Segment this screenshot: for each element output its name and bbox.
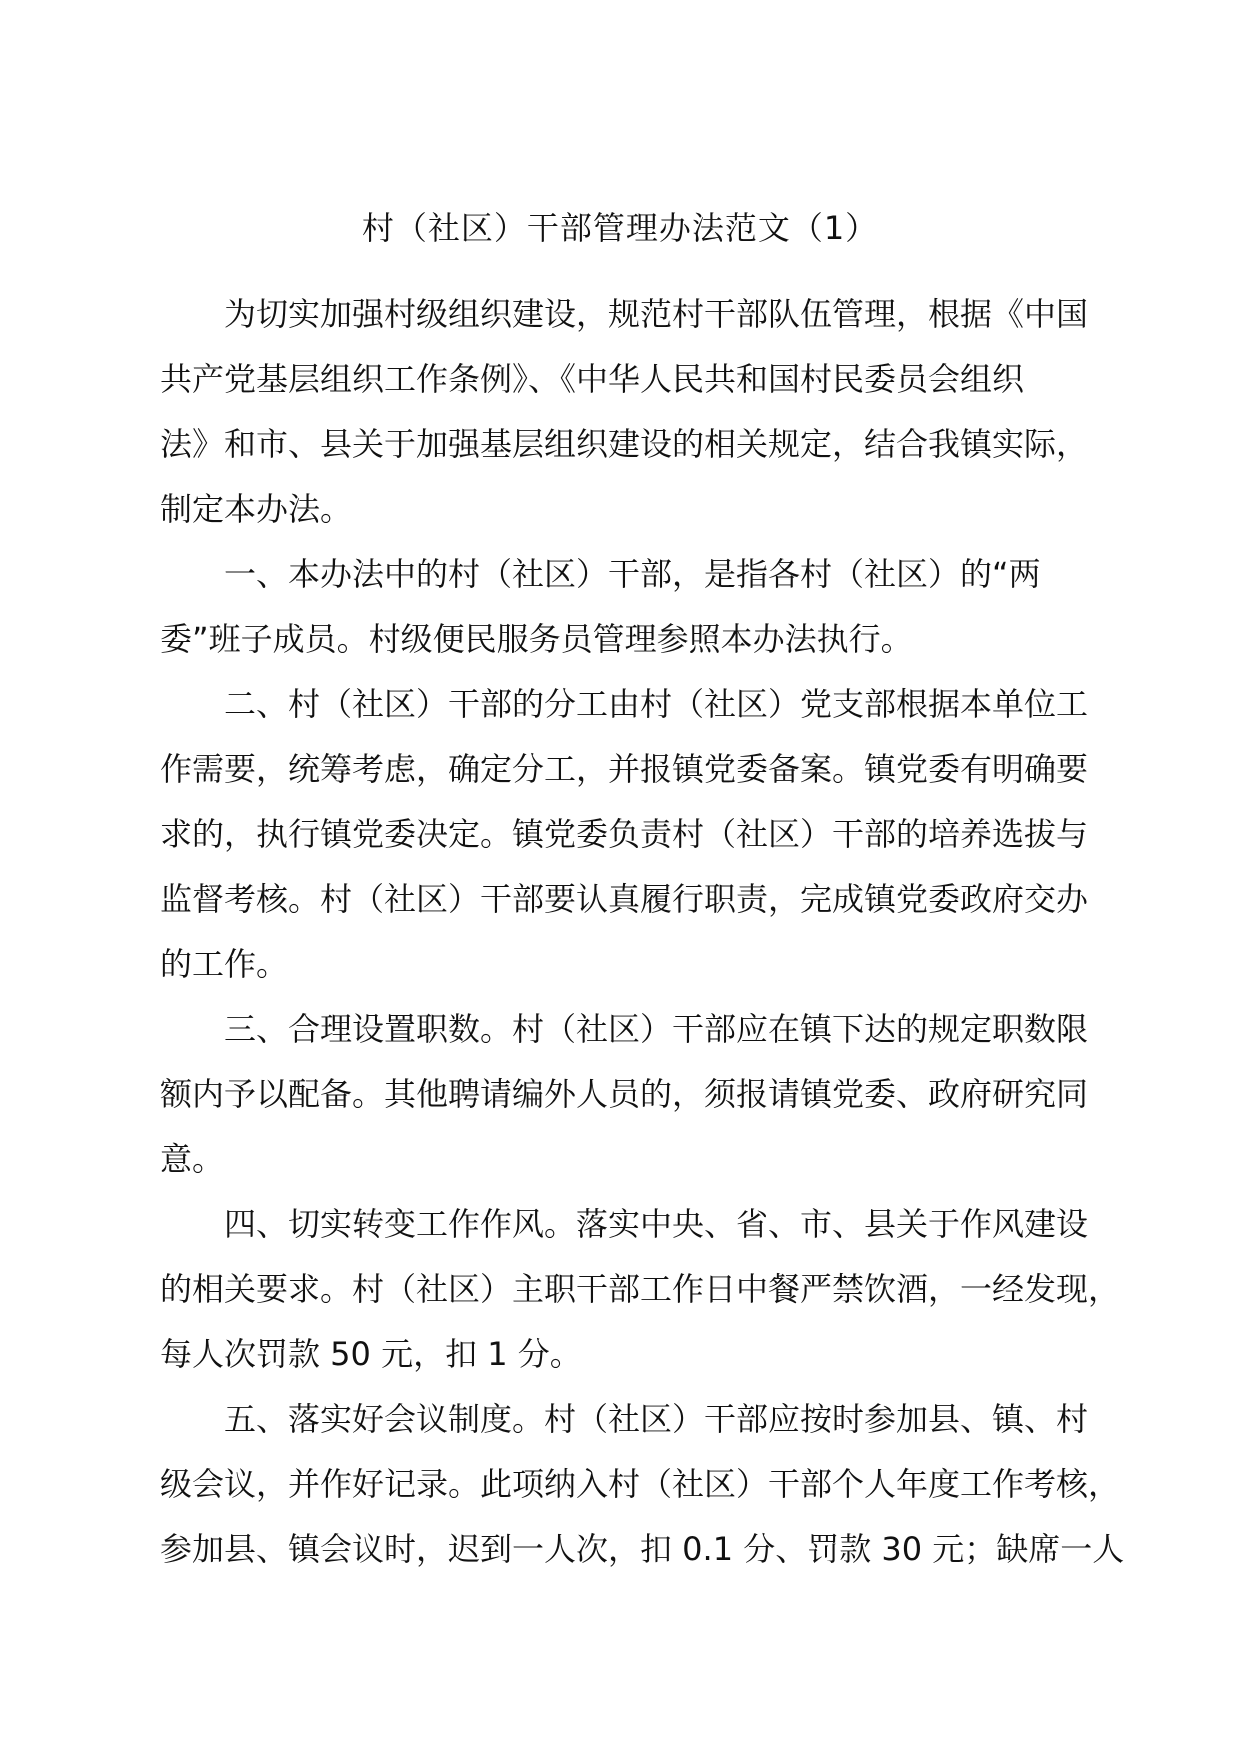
document-body (160, 282, 1125, 1582)
paragraph-line: 额内予以配备。其他聘请编外人员的，须报请镇党委、政府研究同 (160, 1075, 1089, 1113)
paragraph-line: 级会议，并作好记录。此项纳入村（社区）干部个人年度工作考核， (160, 1465, 1121, 1503)
paragraph-line: 法》和市、县关于加强基层组织建设的相关规定，结合我镇实际， (160, 425, 1089, 463)
paragraph-line: 三、合理设置职数。村（社区）干部应在镇下达的规定职数限 (224, 1010, 1089, 1048)
paragraph-article-1 (160, 542, 1100, 672)
paragraph-line: 监督考核。村（社区）干部要认真履行职责，完成镇党委政府交办 (160, 880, 1089, 918)
paragraph-line: 制定本办法。 (160, 490, 353, 528)
paragraph-line: 参加县、镇会议时，迟到一人次，扣 0.1 分、罚款 30 元；缺席一人 (160, 1530, 1125, 1568)
document-title: 村（社区）干部管理办法范文（1） (361, 209, 879, 247)
paragraph-line: 一、本办法中的村（社区）干部，是指各村（社区）的“两 (224, 555, 1041, 593)
paragraph-line: 每人次罚款 50 元，扣 1 分。 (160, 1335, 582, 1373)
paragraph-line: 作需要，统筹考虑，确定分工，并报镇党委备案。镇党委有明确要 (160, 750, 1089, 788)
paragraph-line: 意。 (160, 1140, 225, 1178)
paragraph-line: 五、落实好会议制度。村（社区）干部应按时参加县、镇、村 (224, 1400, 1089, 1438)
paragraph-line: 为切实加强村级组织建设，规范村干部队伍管理，根据《中国 (224, 295, 1089, 333)
paragraph-line: 委”班子成员。村级便民服务员管理参照本办法执行。 (160, 620, 913, 658)
paragraph-line: 的工作。 (160, 945, 289, 983)
paragraph-line: 二、村（社区）干部的分工由村（社区）党支部根据本单位工 (224, 685, 1089, 723)
paragraph-article-3 (160, 997, 1100, 1192)
paragraph-article-5 (160, 1387, 1125, 1582)
paragraph-intro (160, 282, 1100, 542)
paragraph-line: 的相关要求。村（社区）主职干部工作日中餐严禁饮酒，一经发现， (160, 1270, 1121, 1308)
paragraph-article-2 (160, 672, 1100, 997)
paragraph-article-4 (160, 1192, 1121, 1387)
paragraph-line: 求的，执行镇党委决定。镇党委负责村（社区）干部的培养选拔与 (160, 815, 1089, 853)
paragraph-line: 共产党基层组织工作条例》、《中华人民共和国村民委员会组织 (160, 360, 1025, 398)
paragraph-line: 四、切实转变工作作风。落实中央、省、市、县关于作风建设 (224, 1205, 1089, 1243)
